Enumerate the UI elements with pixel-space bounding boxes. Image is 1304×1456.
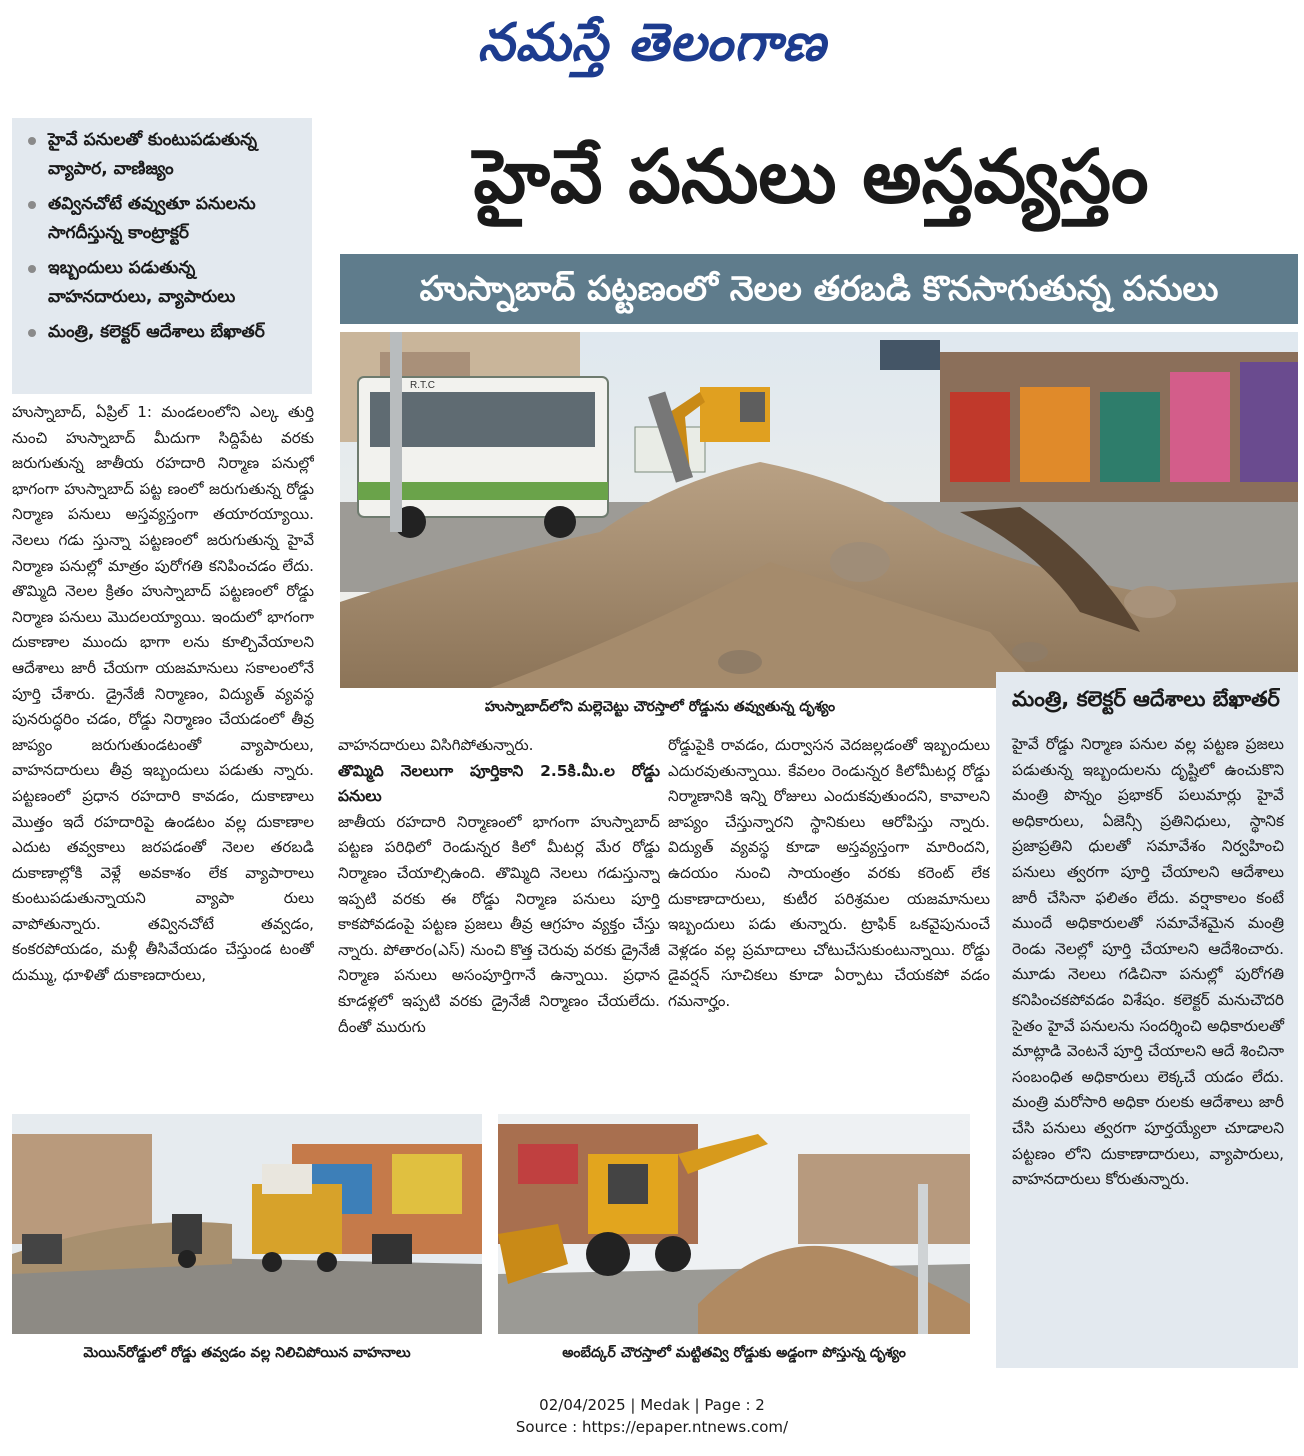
subheadline-band: హుస్నాబాద్ పట్టణంలో నెలల తరబడి కొనసాగుతున్న పనులు xyxy=(340,254,1298,324)
footer-source-line: Source : https://epaper.ntnews.com/ xyxy=(515,1418,789,1436)
excavation-illustration xyxy=(340,332,1298,688)
article-column-3: రోడ్డుపైకి రావడం, దుర్వాసన వెదజల్లడంతో ఇబ్బందులు ఎదురవుతున్నాయి. కేవలం రెండున్నర కిలోమీటర్ల రోడ్డు నిర్మాణానికి ఇన్ని రోజులు ఎందుకవుతుందని, కావాలని జాప్యం చేస్తున్నారని స్థానికులు ఆరోపిస్తు న్నారు. విద్యుత్ వ్యవస్థ కూడా అస్తవ్యస్తంగా మారిందని, ఉదయం నుంచి సాయంత్రం వరకు కరెంట్ లేక దుకాణాదారులు, కుటీర పరిశ్రమల యజమానులు ఇబ్బందులు పడు తున్నారు. ట్రాఫిక్ ఒకవైపునుంచే వెళ్లడం వల్ల ప్రమాదాలు చోటుచేసుకుంటున్నాయి. రోడ్డు డైవర్షన్ సూచికలు కూడా ఏర్పాటు చేయకపో వడం గమనార్హం. xyxy=(668,736,990,1010)
main-photo-caption: హుస్నాబాద్‌లోని మల్లెచెట్టు చౌరస్తాలో రోడ్డును తవ్వుతున్న దృశ్యం xyxy=(484,699,836,715)
jcb-illustration xyxy=(498,1114,970,1334)
bottom-left-caption: మెయిన్‌రోడ్డులో రోడ్డు తవ్వడం వల్ల నిలిచిపోయిన వాహనాలు xyxy=(83,1345,411,1361)
article-paragraph: వాహనదారులు విసిగిపోతున్నారు. xyxy=(338,736,534,754)
highlight-item: ఇబ్బందులు పడుతున్న వాహనదారులు, వ్యాపారులు xyxy=(24,254,302,312)
article-column-1: హుస్నాబాద్, ఏప్రిల్ 1: మండలంలోని ఎల్క తుర్తి నుంచి హుస్నాబాద్ మీదుగా సిద్దిపేట వరకు జరుగుతున్న జాతీయ రహదారి నిర్మాణ పనుల్లో భాగంగా హుస్నాబాద్ పట్ట ణంలో జరుగుతున్న రోడ్డు నిర్మాణ పనులు అస్తవ్యస్తంగా తయారయ్యాయి. నెలలు గడు స్తున్నా పట్టణంలో జరుగుతున్న హైవే నిర్మాణ పనుల్లో మాత్రం పురోగతి కనిపించడం లేదు. తొమ్మిది నెలల క్రితం హుస్నాబాద్ పట్టణంలో రోడ్డు నిర్మాణ పనులు మొదలయ్యాయి. ఇందులో భాగంగా దుకాణాల ముందు భాగా లను కూల్చివేయాలని ఆదేశాలు జారీ చేయగా యజమానులు సకాలంలోనే పూర్తి చేశారు. డ్రైనేజీ నిర్మాణం, విద్యుత్ వ్యవస్థ పునరుద్ధరిం చడం, రోడ్డు నిర్మాణం చేయడంలో తీవ్ర జాప్యం జరుగుతుండటంతో వ్యాపారులు, వాహనదారులు తీవ్ర ఇబ్బందులు పడుతు న్నారు. పట్టణంలో ప్రధాన రహదారి కావడం, దుకాణాలు మొత్తం ఇదే రహదారిపై ఉండటం వల్ల దుకాణాల ఎదుట తవ్వకాలు జరపడంతో నెలల తరబడి దుకాణాల్లోకి వెళ్లే అవకాశం లేక వ్యాపారాలు కుంటుపడుతున్నాయని వ్యాపా రులు వాపోతున్నారు. తవ్వినచోటే తవ్వడం, కంకరపోయడం, మళ్లీ తీసివేయడం చేస్తుండ టంతో దుమ్ము, ధూళితో దుకాణదారులు, xyxy=(12,403,314,985)
article-column-2 xyxy=(338,733,660,1105)
highlights-box xyxy=(12,118,312,394)
footer-date-line: 02/04/2025 | Medak | Page : 2 xyxy=(539,1396,765,1414)
newspaper-masthead: నమస్తే తెలంగాణ xyxy=(477,12,827,73)
sidebar-box xyxy=(996,672,1298,1368)
headline: హైవే పనులు అస్తవ్యస్తం xyxy=(473,134,1149,220)
stalled-vehicles-illustration xyxy=(12,1114,482,1334)
sidebar-heading: మంత్రి, కలెక్టర్ ఆదేశాలు బేఖాతర్ xyxy=(1012,687,1280,711)
main-photo xyxy=(340,332,1298,688)
bottom-right-photo xyxy=(498,1114,970,1334)
highlight-item: హైవే పనులతో కుంటుపడుతున్న వ్యాపార, వాణిజ్యం xyxy=(24,126,302,184)
bottom-left-photo xyxy=(12,1114,482,1334)
bottom-right-caption: అంబేద్కర్ చౌరస్తాలో మట్టితవ్వి రోడ్డుకు అడ్డంగా పోస్తున్న దృశ్యం xyxy=(562,1345,906,1361)
article-paragraph: జాతీయ రహదారి నిర్మాణంలో భాగంగా హుస్నాబాద్ పట్టణ పరిధిలో రెండున్నర కిలో మీటర్ల మేర రోడ్డు నిర్మాణం చేయాల్సిఉంది. తొమ్మిది నెలలు గడుస్తున్నా ఇప్పటి వరకు ఈ రోడ్డు నిర్మాణ పనులు పూర్తి కాకపోవడంపై పట్టణ ప్రజలు తీవ్ర ఆగ్రహం వ్యక్తం చేస్తు న్నారు. పోతారం(ఎస్) నుంచి కొత్త చెరువు వరకు డ్రైనేజీ నిర్మాణ పనులు అసంపూర్తిగానే ఉన్నాయి. ప్రధాన కూడళ్లలో ఇప్పటి వరకు డ్రైనేజీ నిర్మాణం చేయలేదు. దీంతో మురుగు xyxy=(338,812,660,1036)
highlight-item: తవ్వినచోటే తవ్వుతూ పనులను సాగదీస్తున్న కాంట్రాక్టర్ xyxy=(24,190,302,248)
bus-sign: R.T.C xyxy=(410,380,435,391)
highlight-item: మంత్రి, కలెక్టర్ ఆదేశాలు బేఖాతర్ xyxy=(24,318,302,347)
article-subheading: తొమ్మిది నెలలుగా పూర్తికాని 2.5కి.మీ.ల రోడ్డు పనులు xyxy=(338,761,660,806)
sidebar-body: హైవే రోడ్డు నిర్మాణ పనుల వల్ల పట్టణ ప్రజలు పడుతున్న ఇబ్బందులను దృష్టిలో ఉంచుకొని మంత్రి పొన్నం ప్రభాకర్ పలుమార్లు హైవే అధికారులు, ఏజెన్సీ ప్రతినిధులు, స్థానిక ప్రజాప్రతిని ధులతో సమావేశం నిర్వహించి పనులు త్వరగా పూర్తి చేయాలని ఆదేశాలు జారీ చేసినా ఫలితం లేదు. వర్షాకాలం కంటే ముందే అధికారులతో సమావేశమైన మంత్రి రెండు నెలల్లో పూర్తి చేయాలని ఆదేశించారు. మూడు నెలలు గడిచినా పనుల్లో పురోగతి కనిపించకపోవడం విశేషం. కలెక్టర్ మనుచౌదరి సైతం హైవే పనులను సందర్శించి అధికారులతో మాట్లాడి వెంటనే పూర్తి చేయాలని ఆదే శించినా సంబంధిత అధికారులు లెక్కచే యడం లేదు. మంత్రి మరోసారి అధికా రులకు ఆదేశాలు జారీ చేసి పనులు త్వరగా పూర్తయ్యేలా చూడాలని పట్టణం లోని దుకాణాదారులు, వ్యాపారులు, వాహనదారులు కోరుతున్నారు. xyxy=(1012,735,1284,1189)
